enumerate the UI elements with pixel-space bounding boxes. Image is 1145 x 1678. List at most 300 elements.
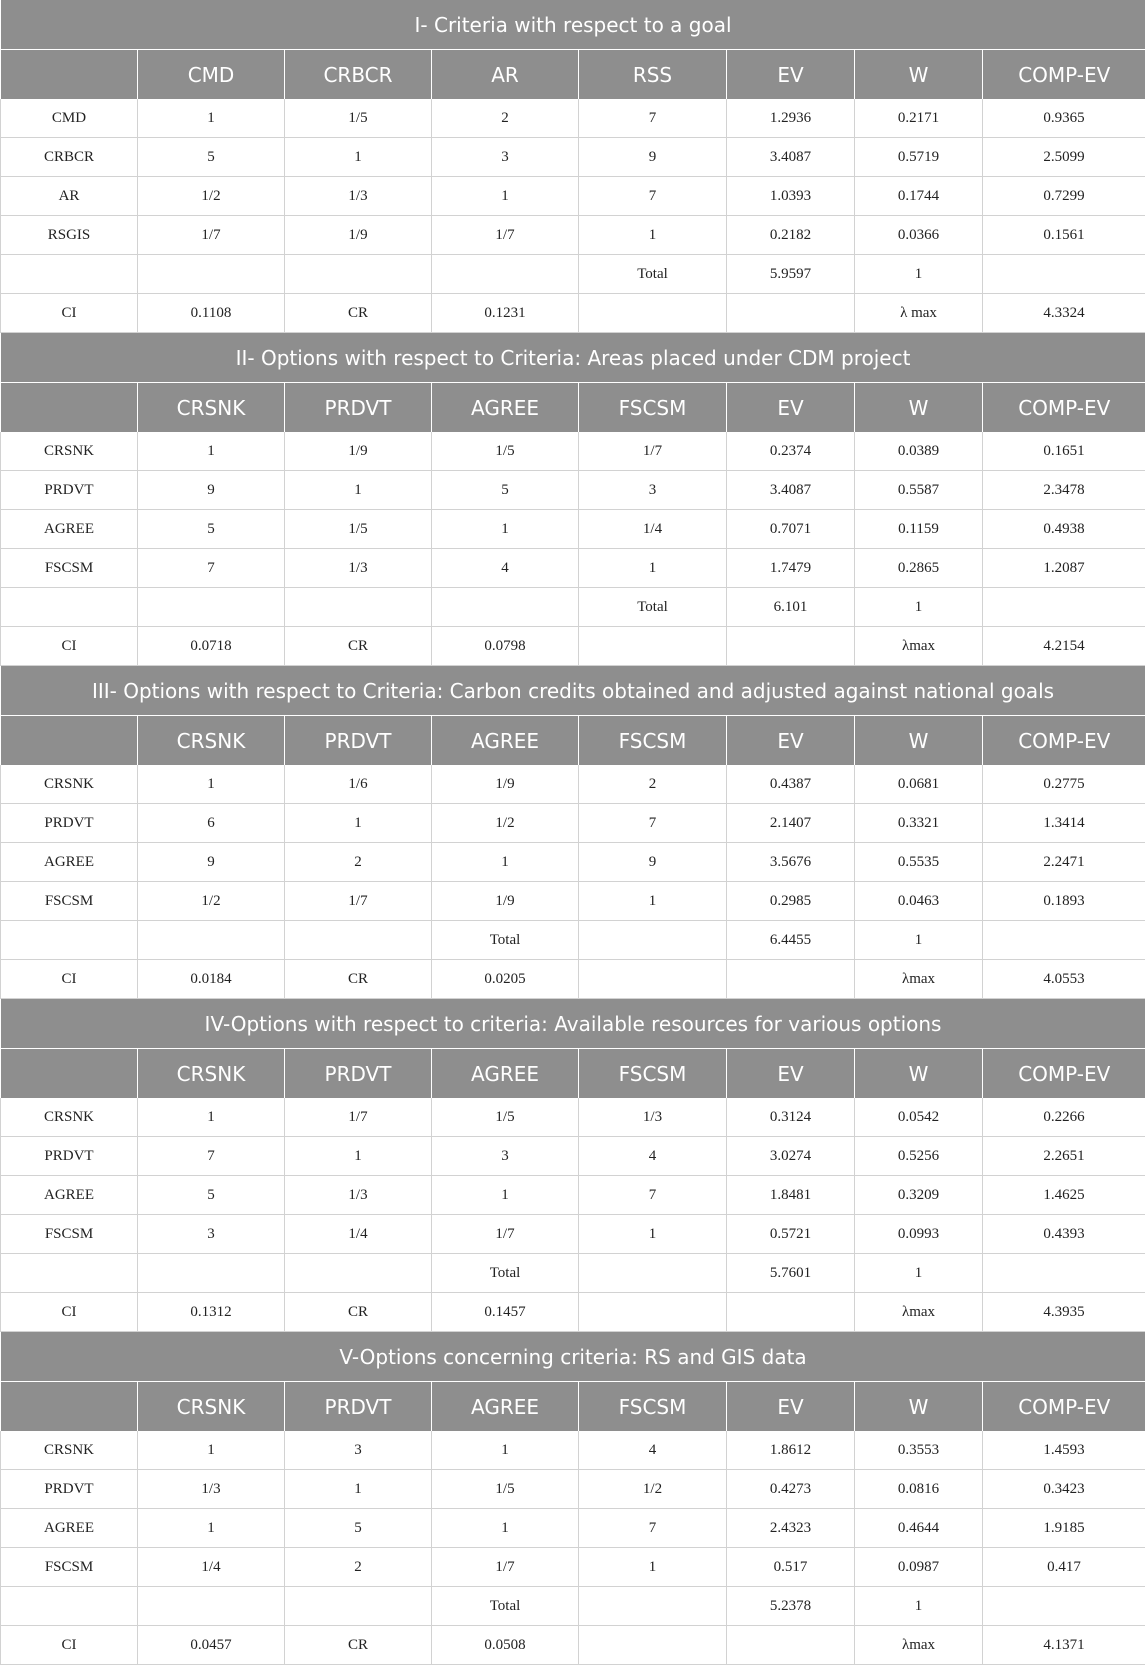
table-row xyxy=(1,627,1145,666)
column-header-row xyxy=(1,1382,1145,1432)
table-cell: 0.0205 xyxy=(432,960,579,999)
column-header: W xyxy=(855,716,983,766)
table-cell: 0.7299 xyxy=(983,177,1145,216)
table-cell xyxy=(579,960,727,999)
table-cell: 0.1457 xyxy=(432,1293,579,1332)
table-cell: 0.1231 xyxy=(432,294,579,333)
table-cell: 0.5256 xyxy=(855,1137,983,1176)
table-cell: 0.1893 xyxy=(983,882,1145,921)
table-cell: 6.4455 xyxy=(727,921,855,960)
row-label-cell: PRDVT xyxy=(1,1137,138,1176)
table-cell: 5 xyxy=(285,1509,432,1548)
table-row xyxy=(1,99,1145,138)
column-header: AGREE xyxy=(432,1382,579,1432)
table-cell: 1 xyxy=(432,1176,579,1215)
row-label-cell: FSCSM xyxy=(1,549,138,588)
table-cell: 0.4938 xyxy=(983,510,1145,549)
table-row xyxy=(1,177,1145,216)
section-title: III- Options with respect to Criteria: Carbon credits obtained and adjusted against national goals xyxy=(1,666,1145,716)
table-cell xyxy=(138,1587,285,1626)
table-cell: 1/9 xyxy=(285,432,432,471)
table-cell xyxy=(579,1626,727,1665)
table-cell: 1/7 xyxy=(285,882,432,921)
table-cell xyxy=(727,627,855,666)
table-cell: 1/4 xyxy=(285,1215,432,1254)
table-cell: 1/5 xyxy=(432,432,579,471)
table-cell: 1 xyxy=(285,1137,432,1176)
table-cell: 1 xyxy=(138,1098,285,1137)
table-row xyxy=(1,216,1145,255)
table-cell: 0.0816 xyxy=(855,1470,983,1509)
table-cell: 0.0798 xyxy=(432,627,579,666)
row-label-cell: AGREE xyxy=(1,1509,138,1548)
table-cell xyxy=(285,1587,432,1626)
table-cell: 0.517 xyxy=(727,1548,855,1587)
column-header xyxy=(1,1382,138,1432)
table-cell: 2.3478 xyxy=(983,471,1145,510)
table-cell: 1/3 xyxy=(138,1470,285,1509)
row-label-cell: FSCSM xyxy=(1,1215,138,1254)
table-cell: 1 xyxy=(432,1509,579,1548)
table-row xyxy=(1,882,1145,921)
column-header: W xyxy=(855,383,983,433)
table-cell: 1.7479 xyxy=(727,549,855,588)
table-cell: 9 xyxy=(579,138,727,177)
table-cell: 4.2154 xyxy=(983,627,1145,666)
table-cell: 1 xyxy=(579,216,727,255)
table-row xyxy=(1,1176,1145,1215)
table-cell: 1 xyxy=(579,1215,727,1254)
table-cell: 1/7 xyxy=(285,1098,432,1137)
table-cell: 0.3553 xyxy=(855,1431,983,1470)
row-label-cell: PRDVT xyxy=(1,1470,138,1509)
table-row xyxy=(1,1215,1145,1254)
table-cell: 7 xyxy=(138,549,285,588)
table-row xyxy=(1,471,1145,510)
table-cell: 0.1108 xyxy=(138,294,285,333)
section-title-row xyxy=(1,333,1145,383)
table-cell: 1.8481 xyxy=(727,1176,855,1215)
table-cell: 3.4087 xyxy=(727,138,855,177)
table-cell: 0.0987 xyxy=(855,1548,983,1587)
table-cell: 1/9 xyxy=(432,765,579,804)
table-cell: 0.3321 xyxy=(855,804,983,843)
table-cell: 2.4323 xyxy=(727,1509,855,1548)
table-cell: 0.1159 xyxy=(855,510,983,549)
table-cell: 9 xyxy=(579,843,727,882)
table-cell: 4 xyxy=(579,1431,727,1470)
table-cell xyxy=(579,1254,727,1293)
table-cell xyxy=(727,294,855,333)
table-cell: 1/4 xyxy=(138,1548,285,1587)
row-label-cell: AGREE xyxy=(1,1176,138,1215)
row-label-cell: RSGIS xyxy=(1,216,138,255)
table-cell: 0.2374 xyxy=(727,432,855,471)
column-header: FSCSM xyxy=(579,1382,727,1432)
column-header: CRBCR xyxy=(285,50,432,100)
table-cell: 4 xyxy=(579,1137,727,1176)
row-label-cell: CMD xyxy=(1,99,138,138)
table-row xyxy=(1,1626,1145,1665)
table-cell: 6.101 xyxy=(727,588,855,627)
table-cell: 3 xyxy=(579,471,727,510)
table-cell: 0.0993 xyxy=(855,1215,983,1254)
table-cell xyxy=(983,1254,1145,1293)
table-cell xyxy=(727,1626,855,1665)
row-label-cell: AGREE xyxy=(1,510,138,549)
column-header-row xyxy=(1,383,1145,433)
table-cell xyxy=(285,588,432,627)
table-row xyxy=(1,1254,1145,1293)
section-title-row xyxy=(1,666,1145,716)
table-cell xyxy=(285,1254,432,1293)
table-cell: 1 xyxy=(855,1254,983,1293)
table-cell: 1 xyxy=(579,549,727,588)
table-cell: 0.0389 xyxy=(855,432,983,471)
table-cell: 1/9 xyxy=(285,216,432,255)
table-cell: 1 xyxy=(432,177,579,216)
table-cell: Total xyxy=(432,1254,579,1293)
column-header: FSCSM xyxy=(579,716,727,766)
table-cell: 1/3 xyxy=(285,1176,432,1215)
table-cell: 0.417 xyxy=(983,1548,1145,1587)
row-label-cell: CI xyxy=(1,627,138,666)
table-cell: 4.1371 xyxy=(983,1626,1145,1665)
table-cell: Total xyxy=(579,588,727,627)
table-cell: 0.5721 xyxy=(727,1215,855,1254)
table-cell: 5 xyxy=(138,1176,285,1215)
table-cell xyxy=(138,1254,285,1293)
table-cell: 1.4625 xyxy=(983,1176,1145,1215)
table-cell: 1.9185 xyxy=(983,1509,1145,1548)
table-cell: 1 xyxy=(138,1431,285,1470)
table-cell xyxy=(983,588,1145,627)
column-header xyxy=(1,50,138,100)
table-row xyxy=(1,255,1145,294)
table-cell: 4.0553 xyxy=(983,960,1145,999)
row-label-cell xyxy=(1,255,138,294)
table-cell xyxy=(579,294,727,333)
table-cell: λmax xyxy=(855,1626,983,1665)
table-cell: 0.2775 xyxy=(983,765,1145,804)
table-cell: 1/2 xyxy=(138,882,285,921)
column-header: AR xyxy=(432,50,579,100)
table-cell: 7 xyxy=(579,177,727,216)
table-cell: 5 xyxy=(432,471,579,510)
table-cell: 1/4 xyxy=(579,510,727,549)
column-header: CRSNK xyxy=(138,716,285,766)
table-cell: 1 xyxy=(855,921,983,960)
column-header: EV xyxy=(727,50,855,100)
table-cell xyxy=(138,921,285,960)
table-cell: 0.5535 xyxy=(855,843,983,882)
table-cell: 2.5099 xyxy=(983,138,1145,177)
table-cell xyxy=(432,588,579,627)
table-cell xyxy=(285,921,432,960)
table-cell: λmax xyxy=(855,1293,983,1332)
column-header: W xyxy=(855,1382,983,1432)
row-label-cell: FSCSM xyxy=(1,1548,138,1587)
table-row xyxy=(1,1548,1145,1587)
table-cell: 1/5 xyxy=(285,510,432,549)
table-cell: 0.2171 xyxy=(855,99,983,138)
table-cell: 0.0718 xyxy=(138,627,285,666)
table-cell xyxy=(579,627,727,666)
table-cell: 1/5 xyxy=(432,1470,579,1509)
table-cell: 2.2651 xyxy=(983,1137,1145,1176)
table-cell: 3.0274 xyxy=(727,1137,855,1176)
column-header: COMP-EV xyxy=(983,50,1145,100)
table-cell: CR xyxy=(285,1293,432,1332)
table-row xyxy=(1,1470,1145,1509)
table-cell: 1 xyxy=(432,510,579,549)
table-cell: 0.3124 xyxy=(727,1098,855,1137)
table-cell: 0.0508 xyxy=(432,1626,579,1665)
table-cell: 1 xyxy=(432,1431,579,1470)
table-cell: 1/7 xyxy=(138,216,285,255)
table-cell: 1 xyxy=(138,432,285,471)
section-title: I- Criteria with respect to a goal xyxy=(1,0,1145,50)
column-header: EV xyxy=(727,1049,855,1099)
table-cell: 1 xyxy=(432,843,579,882)
table-cell: 1/2 xyxy=(432,804,579,843)
table-cell: 1 xyxy=(285,1470,432,1509)
table-cell: Total xyxy=(579,255,727,294)
table-row xyxy=(1,138,1145,177)
row-label-cell: PRDVT xyxy=(1,804,138,843)
table-cell: 1 xyxy=(138,765,285,804)
table-cell: 3 xyxy=(138,1215,285,1254)
row-label-cell: CI xyxy=(1,960,138,999)
table-row xyxy=(1,921,1145,960)
column-header: EV xyxy=(727,1382,855,1432)
table-row xyxy=(1,1509,1145,1548)
table-cell: 7 xyxy=(579,1509,727,1548)
table-cell: 7 xyxy=(579,1176,727,1215)
table-cell: 1 xyxy=(579,1548,727,1587)
table-cell: Total xyxy=(432,1587,579,1626)
table-cell: 1/6 xyxy=(285,765,432,804)
row-label-cell: CRBCR xyxy=(1,138,138,177)
table-cell: 1.4593 xyxy=(983,1431,1145,1470)
table-row xyxy=(1,843,1145,882)
table-cell xyxy=(432,255,579,294)
column-header-row xyxy=(1,50,1145,100)
column-header: CRSNK xyxy=(138,1382,285,1432)
section-title-row xyxy=(1,999,1145,1049)
table-cell: 0.2182 xyxy=(727,216,855,255)
table-cell: 1/3 xyxy=(579,1098,727,1137)
column-header: CRSNK xyxy=(138,1049,285,1099)
table-cell: 1 xyxy=(285,471,432,510)
row-label-cell: CI xyxy=(1,294,138,333)
row-label-cell xyxy=(1,921,138,960)
table-cell: 2 xyxy=(579,765,727,804)
table-cell: 1 xyxy=(855,1587,983,1626)
table-cell: 9 xyxy=(138,843,285,882)
column-header: EV xyxy=(727,383,855,433)
table-cell: 2.2471 xyxy=(983,843,1145,882)
table-row xyxy=(1,1431,1145,1470)
column-header: W xyxy=(855,50,983,100)
table-row xyxy=(1,432,1145,471)
table-cell: 0.5587 xyxy=(855,471,983,510)
row-label-cell xyxy=(1,588,138,627)
table-row xyxy=(1,1293,1145,1332)
table-cell: 3 xyxy=(432,138,579,177)
table-cell xyxy=(727,960,855,999)
table-cell: 2.1407 xyxy=(727,804,855,843)
column-header: EV xyxy=(727,716,855,766)
column-header xyxy=(1,1049,138,1099)
row-label-cell: CRSNK xyxy=(1,432,138,471)
column-header: CRSNK xyxy=(138,383,285,433)
table-row xyxy=(1,1137,1145,1176)
column-header-row xyxy=(1,1049,1145,1099)
table-cell: 7 xyxy=(579,804,727,843)
row-label-cell xyxy=(1,1254,138,1293)
column-header: PRDVT xyxy=(285,1049,432,1099)
table-cell xyxy=(983,921,1145,960)
table-cell: 0.0542 xyxy=(855,1098,983,1137)
column-header: PRDVT xyxy=(285,1382,432,1432)
column-header: RSS xyxy=(579,50,727,100)
table-cell: 0.2865 xyxy=(855,549,983,588)
table-cell: 1/7 xyxy=(432,216,579,255)
table-row xyxy=(1,510,1145,549)
column-header: W xyxy=(855,1049,983,1099)
table-cell xyxy=(579,921,727,960)
column-header: FSCSM xyxy=(579,383,727,433)
table-cell: 0.0681 xyxy=(855,765,983,804)
section-title: II- Options with respect to Criteria: Areas placed under CDM project xyxy=(1,333,1145,383)
table-cell: 0.0184 xyxy=(138,960,285,999)
section-title: IV-Options with respect to criteria: Available resources for various options xyxy=(1,999,1145,1049)
table-row xyxy=(1,588,1145,627)
column-header: COMP-EV xyxy=(983,1049,1145,1099)
table-cell: 1/5 xyxy=(432,1098,579,1137)
table-row xyxy=(1,549,1145,588)
row-label-cell: CRSNK xyxy=(1,1431,138,1470)
table-cell: 4 xyxy=(432,549,579,588)
table-cell: 1/9 xyxy=(432,882,579,921)
table-cell: λmax xyxy=(855,960,983,999)
table-cell: 3 xyxy=(285,1431,432,1470)
table-cell: 1/2 xyxy=(579,1470,727,1509)
table-cell xyxy=(579,1293,727,1332)
table-cell: 1/3 xyxy=(285,549,432,588)
table-cell: 0.4387 xyxy=(727,765,855,804)
table-row xyxy=(1,1587,1145,1626)
table-cell: 1 xyxy=(855,588,983,627)
table-cell: 5 xyxy=(138,510,285,549)
table-cell: 1/7 xyxy=(432,1215,579,1254)
table-cell: CR xyxy=(285,294,432,333)
table-cell: 0.5719 xyxy=(855,138,983,177)
table-cell: λmax xyxy=(855,627,983,666)
table-cell: 4.3935 xyxy=(983,1293,1145,1332)
table-cell xyxy=(727,1293,855,1332)
table-cell: 0.4393 xyxy=(983,1215,1145,1254)
table-row xyxy=(1,294,1145,333)
table-cell: 0.7071 xyxy=(727,510,855,549)
table-cell: 1/7 xyxy=(579,432,727,471)
table-cell: 0.4273 xyxy=(727,1470,855,1509)
table-cell: 2 xyxy=(285,1548,432,1587)
table-cell: 0.2266 xyxy=(983,1098,1145,1137)
table-cell: 5.7601 xyxy=(727,1254,855,1293)
table-cell: 0.1744 xyxy=(855,177,983,216)
table-cell xyxy=(983,1587,1145,1626)
column-header: AGREE xyxy=(432,383,579,433)
table-cell: 4.3324 xyxy=(983,294,1145,333)
table-cell: 0.3209 xyxy=(855,1176,983,1215)
row-label-cell: CI xyxy=(1,1626,138,1665)
table-cell: CR xyxy=(285,1626,432,1665)
table-body xyxy=(1,0,1145,1665)
row-label-cell: AR xyxy=(1,177,138,216)
table-cell: 9 xyxy=(138,471,285,510)
table-cell xyxy=(983,255,1145,294)
column-header: AGREE xyxy=(432,1049,579,1099)
table-cell: 0.3423 xyxy=(983,1470,1145,1509)
table-row xyxy=(1,804,1145,843)
row-label-cell: AGREE xyxy=(1,843,138,882)
column-header: COMP-EV xyxy=(983,383,1145,433)
table-cell: 0.0366 xyxy=(855,216,983,255)
column-header: AGREE xyxy=(432,716,579,766)
column-header: PRDVT xyxy=(285,716,432,766)
column-header: FSCSM xyxy=(579,1049,727,1099)
table-cell: 1.2936 xyxy=(727,99,855,138)
table-row xyxy=(1,1098,1145,1137)
table-cell: 1 xyxy=(285,138,432,177)
table-cell: 5.2378 xyxy=(727,1587,855,1626)
row-label-cell: PRDVT xyxy=(1,471,138,510)
column-header: COMP-EV xyxy=(983,1382,1145,1432)
row-label-cell: CRSNK xyxy=(1,765,138,804)
table-cell: 5 xyxy=(138,138,285,177)
table-cell: 0.2985 xyxy=(727,882,855,921)
table-cell xyxy=(579,1587,727,1626)
row-label-cell xyxy=(1,1587,138,1626)
section-title-row xyxy=(1,1332,1145,1382)
table-cell: 1 xyxy=(579,882,727,921)
table-cell: 2 xyxy=(285,843,432,882)
table-row xyxy=(1,960,1145,999)
table-cell: 0.0463 xyxy=(855,882,983,921)
table-cell: 3 xyxy=(432,1137,579,1176)
section-title-row xyxy=(1,0,1145,50)
table-cell: 6 xyxy=(138,804,285,843)
column-header: PRDVT xyxy=(285,383,432,433)
column-header xyxy=(1,716,138,766)
table-cell: 3.5676 xyxy=(727,843,855,882)
table-cell xyxy=(285,255,432,294)
table-cell: 1 xyxy=(138,99,285,138)
row-label-cell: CRSNK xyxy=(1,1098,138,1137)
table-cell: CR xyxy=(285,627,432,666)
table-cell: 5.9597 xyxy=(727,255,855,294)
table-cell: 2 xyxy=(432,99,579,138)
table-cell: 3.4087 xyxy=(727,471,855,510)
table-cell: 0.1651 xyxy=(983,432,1145,471)
table-cell: 7 xyxy=(138,1137,285,1176)
table-cell: 1 xyxy=(285,804,432,843)
table-row xyxy=(1,765,1145,804)
table-cell: 1/5 xyxy=(285,99,432,138)
row-label-cell: CI xyxy=(1,1293,138,1332)
